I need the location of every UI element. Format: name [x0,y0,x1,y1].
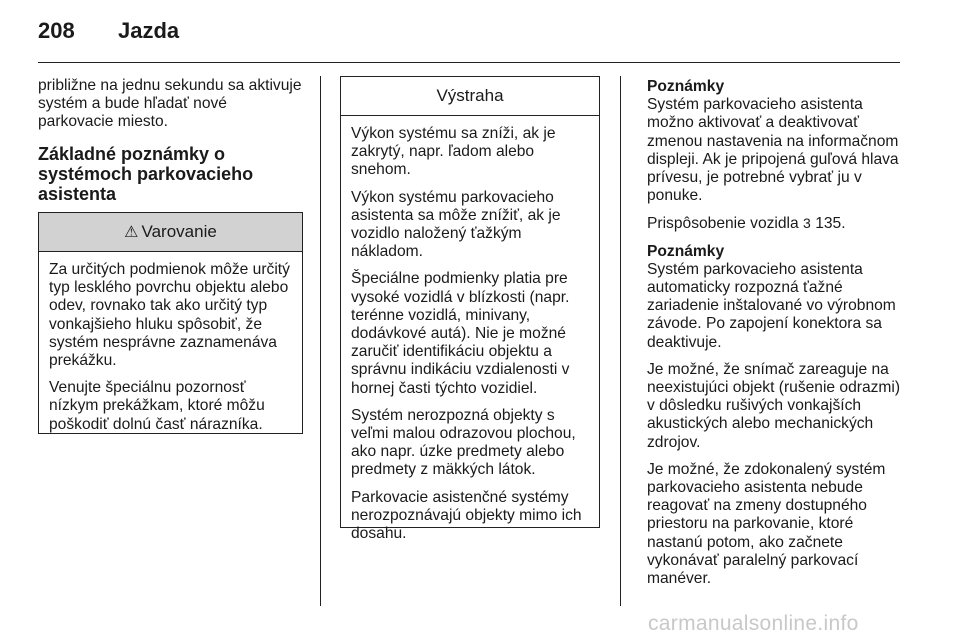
caution-box-body [341,116,599,543]
note-text: Systém parkovacieho asistenta automaticky rozpozná ťažné zariadenie inštalované vo výrobnom závode. Po zapojení konektora sa deaktivuje. [647,260,896,351]
warning-paragraph: Za určitých podmienok môže určitý typ lesklého povrchu objektu alebo odev, rovnako tak ako určitý typ vonkajšieho hluku spôsobiť, že systém nesprávne zaznamenáva prekážku. [49,261,290,370]
cross-reference-page: 135. [815,215,846,233]
column-1 [38,77,304,204]
column-divider-right [620,76,621,606]
body-paragraph: Je možné, že snímač zareaguje na neexistujúci objekt (rušenie odrazmi) v dôsledku rušivých vonkajších akustických alebo mechanických zdrojov. [647,360,901,451]
caution-paragraph: Výkon systému parkovacieho asistenta sa môže znížiť, ak je vozidlo naložený ťažkým nákladom. [351,188,561,261]
page-arrow-icon: 3 [803,215,811,232]
note-heading: Poznámky [647,78,725,95]
warning-paragraph: Venujte špeciálnu pozornosť nízkym prekážkam, ktoré môžu poškodiť dolnú časť nárazníka. [49,379,265,433]
cross-reference-text: Prispôsobenie vozidla [647,215,799,233]
chapter-title: Jazda [118,18,180,43]
note-block-1 [647,78,907,205]
warning-triangle-icon: ⚠ [124,224,139,241]
warning-box-body [39,252,302,434]
note-heading: Poznámky [647,242,725,260]
note-text: Systém parkovacieho asistenta možno aktivovať a deaktivovať zmenou nastavenia na informačnom displeji. Ak je pripojená guľová hlava prívesu, je potrebné vybrať ju v ponuke. [647,96,899,205]
caution-paragraph: Výkon systému sa zníži, ak je zakrytý, napr. ľadom alebo snehom. [351,125,556,179]
cross-reference[interactable] [647,214,907,233]
caution-box [340,76,600,543]
warning-box [38,212,303,434]
watermark-text: carmanualsonline.info [648,612,859,635]
column-3 [647,78,907,597]
header-divider [38,62,900,63]
column-divider-left [320,76,321,606]
caution-box-header [341,77,599,116]
page-number: 208 [38,18,75,43]
warning-title: Varovanie [141,222,217,241]
section-heading: Základné poznámky o systémoch parkovacieho asistenta [38,143,254,204]
body-paragraph: Je možné, že zdokonalený systém parkovacieho asistenta nebude reagovať na zmeny dostupného priestoru na parkovanie, ktoré nastanú potom, ako začnete vykonávať paralelný parkovací manéver. [647,460,886,588]
note-block-2 [647,243,907,352]
caution-title: Výstraha [436,86,504,105]
caution-paragraph: Parkovacie asistenčné systémy nerozpoznávajú objekty mimo ich dosahu. [351,488,582,543]
caution-paragraph: Špeciálne podmienky platia pre vysoké vozidlá v blízkosti (napr. terénne vozidlá, minivany, dodávkové autá). Nie je možné zaručiť identifikáciu objektu a správnu indikáciu vzdialenosti v hornej časti týchto vozidiel. [351,270,570,397]
warning-box-header [39,213,302,252]
intro-paragraph: približne na jednu sekundu sa aktivuje systém a bude hľadať nové parkovacie miesto. [38,77,302,131]
caution-paragraph: Systém nerozpozná objekty s veľmi malou odrazovou plochou, ako napr. úzke predmety alebo predmety z mäkkých látok. [351,406,576,479]
